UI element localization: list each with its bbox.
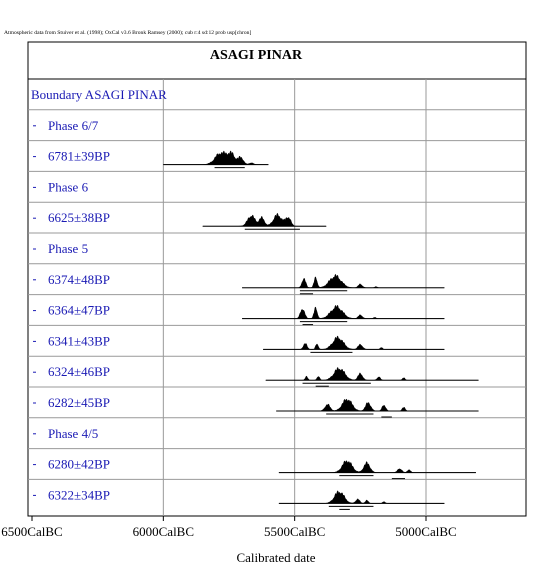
date-label: 6364±47BP (48, 302, 111, 318)
distribution-curve (279, 491, 444, 504)
rows-layer (31, 87, 479, 509)
date-label: 6324±46BP (48, 364, 111, 380)
phase-label: Phase 6/7 (48, 117, 99, 133)
phase-label: Phase 5 (48, 241, 89, 256)
boundary-label: Boundary ASAGI PINAR (31, 87, 167, 102)
distribution-curve (242, 305, 444, 318)
x-axis (1, 516, 456, 539)
distribution-curve (163, 151, 268, 165)
x-tick-label: 5500CalBC (263, 524, 326, 539)
date-label: 6280±42BP (48, 456, 111, 472)
x-axis-label: Calibrated date (236, 550, 316, 565)
date-label: 6282±45BP (48, 395, 111, 410)
date-label: 6625±38BP (48, 210, 111, 226)
distribution-curve (266, 367, 479, 380)
x-tick-label: 6000CalBC (132, 524, 195, 539)
chart-title: ASAGI PINAR (209, 48, 303, 63)
date-label: 6322±34BP (48, 487, 111, 503)
phase-label: Phase 6 (48, 179, 89, 195)
grid-lines (28, 79, 526, 516)
date-label: 6781±39BP (48, 148, 111, 164)
date-label: 6374±48BP (48, 271, 111, 287)
distribution-curve (263, 336, 444, 349)
distribution-curve (276, 399, 478, 411)
x-tick-label: 6500CalBC (1, 524, 63, 539)
x-tick-label: 5000CalBC (395, 524, 457, 539)
distribution-curve (279, 461, 476, 473)
distribution-curve (203, 213, 326, 226)
header-caption: Atmospheric data from Stuiver et al. (1998); OxCal v3.6 Bronk Ramsey (2000); cub r:4 sd:12 prob usp[chron] (4, 30, 252, 36)
phase-label: Phase 4/5 (48, 425, 99, 441)
date-label: 6341±43BP (48, 333, 111, 349)
distribution-curve (242, 274, 444, 288)
